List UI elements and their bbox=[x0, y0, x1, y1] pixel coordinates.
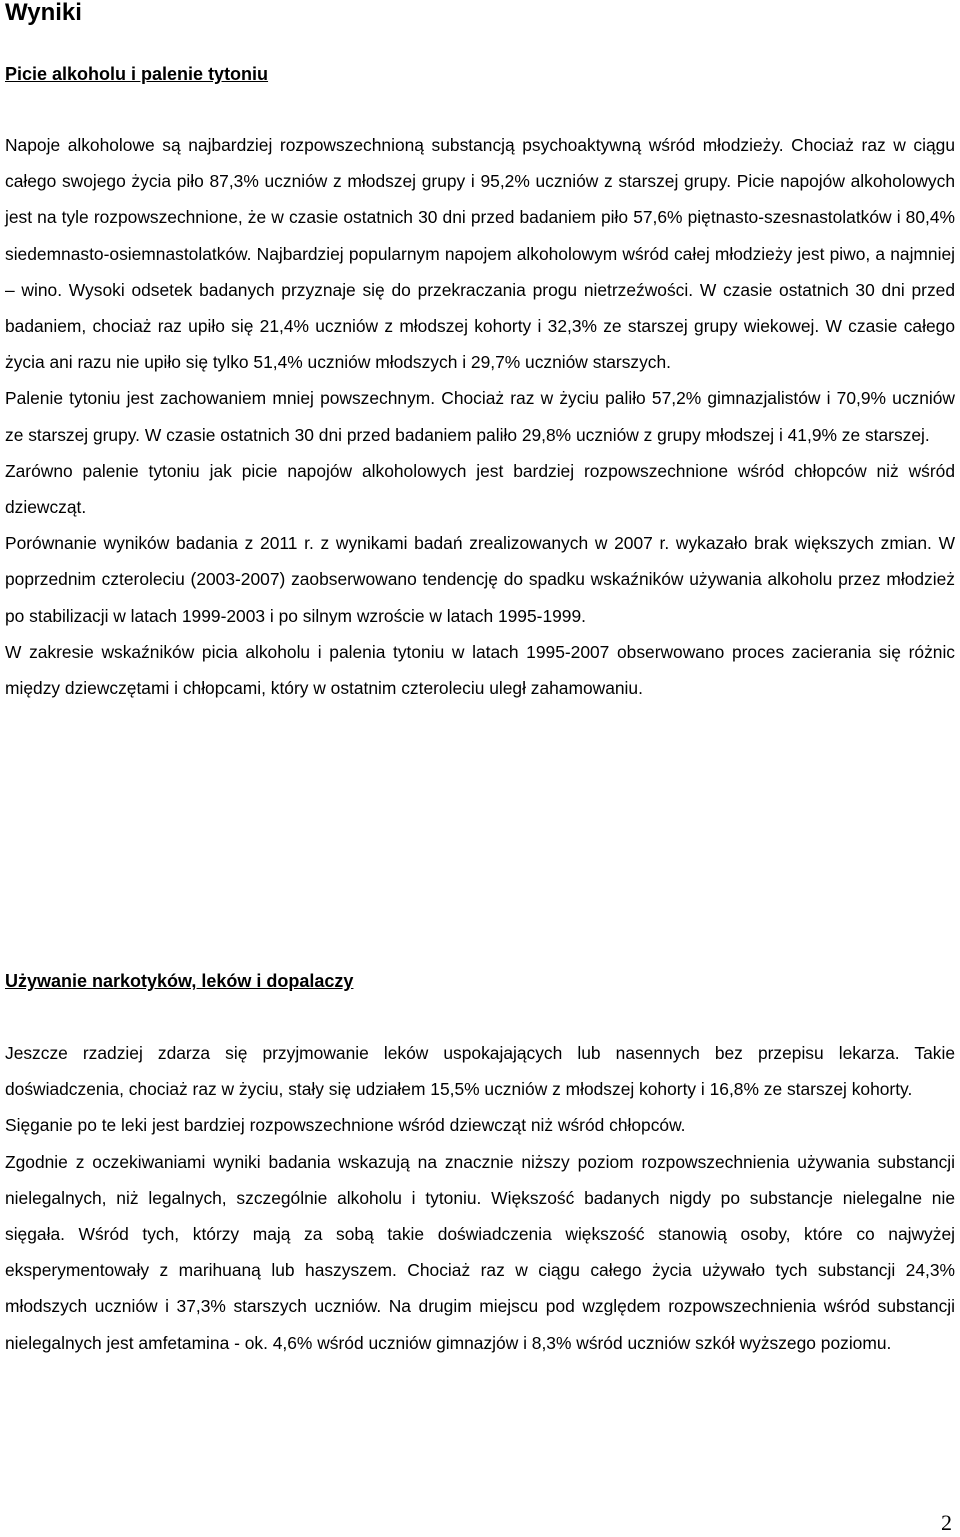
section-body-alcohol-tobacco bbox=[5, 127, 955, 706]
paragraph-tobacco: Palenie tytoniu jest zachowaniem mniej powszechnym. Chociaż raz w życiu paliło 57,2% gimnazjalistów i 70,9% uczniów ze starszej grupy. W czasie ostatnich 30 dni przed badaniem paliło 29,8% uczniów z grupy młodszej i 41,9% ze starszej. bbox=[5, 388, 955, 445]
paragraph-trends: W zakresie wskaźników picia alkoholu i palenia tytoniu w latach 1995-2007 obserwowano proces zacierania się różnic między dziewczętami i chłopcami, który w ostatnim czteroleciu uległ zahamowaniu. bbox=[5, 641, 955, 699]
paragraph-comparison: Porównanie wyników badania z 2011 r. z wynikami badań zrealizowanych w 2007 r. wykazało brak większych zmian. W poprzednim czteroleciu (2003-2007) zaobserwowano tendencję do spadku wskaźników używania alkoholu przez młodzież po stabilizacji w latach 1999-2003 i po silnym wzroście w latach 1995-1999. bbox=[5, 533, 955, 626]
paragraph-alcohol: Napoje alkoholowe są najbardziej rozpowszechnioną substancją psychoaktywną wśród młodzieży. Chociaż raz w ciągu całego swojego życia piło 87,3% uczniów z młodszej grupy i 95,2% uczniów z starszej grupy. Picie napojów alkoholowych jest na tyle rozpowszechnione, że w czasie ostatnich 30 dni przed badaniem piło 57,6% piętnasto-szesnastolatków i 80,4% siedemnasto-osiemnastolatków. Najbardziej popularnym napojem alkoholowym wśród całej młodzieży jest piwo, a najmniej – wino. Wysoki odsetek badanych przyznaje się do przekraczania progu nietrzeźwości. W czasie ostatnich 30 dni przed badaniem, chociaż raz upiło się 21,4% uczniów z młodszej kohorty i 32,3% ze starszej grupy wiekowej. W czasie całego życia ani razu nie upiło się tylko 51,4% uczniów młodszych i 29,7% uczniów starszych. bbox=[5, 135, 955, 373]
page-title: Wyniki bbox=[5, 0, 82, 26]
paragraph-sedatives: Jeszcze rzadziej zdarza się przyjmowanie leków uspokajających lub nasennych bez przepisu lekarza. Takie doświadczenia, chociaż raz w życiu, stały się udziałem 15,5% uczniów z młodszej kohorty i 16,8% ze starszej kohorty. bbox=[5, 1043, 955, 1100]
section-heading-alcohol-tobacco: Picie alkoholu i palenie tytoniu bbox=[5, 64, 269, 84]
section-heading-drugs: Używanie narkotyków, leków i dopalaczy bbox=[5, 971, 354, 991]
page-number: 2 bbox=[941, 1510, 952, 1535]
paragraph-illegal-substances: Zgodnie z oczekiwaniami wyniki badania wskazują na znacznie niższy poziom rozpowszechnienia używania substancji nielegalnych, niż legalnych, szczególnie alkoholu i tytoniu. Większość badanych nigdy po substancje nielegalne nie sięgała. Wśród tych, którzy mają za sobą takie doświadczenia większość stanowią osoby, które co najwyżej eksperymentowały z marihuaną lub haszyszem. Chociaż raz w ciągu całego życia używało tych substancji 24,3% młodszych uczniów i 37,3% starszych uczniów. Na drugim miejscu pod względem rozpowszechnienia wśród substancji nielegalnych jest amfetamina - ok. 4,6% wśród uczniów gimnazjów i 8,3% wśród uczniów szkół wyższego poziomu. bbox=[5, 1151, 955, 1353]
paragraph-gender: Zarówno palenie tytoniu jak picie napojów alkoholowych jest bardziej rozpowszechnione wśród chłopców niż wśród dziewcząt. bbox=[5, 460, 955, 518]
paragraph-sedatives-gender: Sięganie po te leki jest bardziej rozpowszechnione wśród dziewcząt niż wśród chłopców. bbox=[5, 1115, 686, 1136]
section-body-drugs bbox=[5, 1035, 955, 1361]
